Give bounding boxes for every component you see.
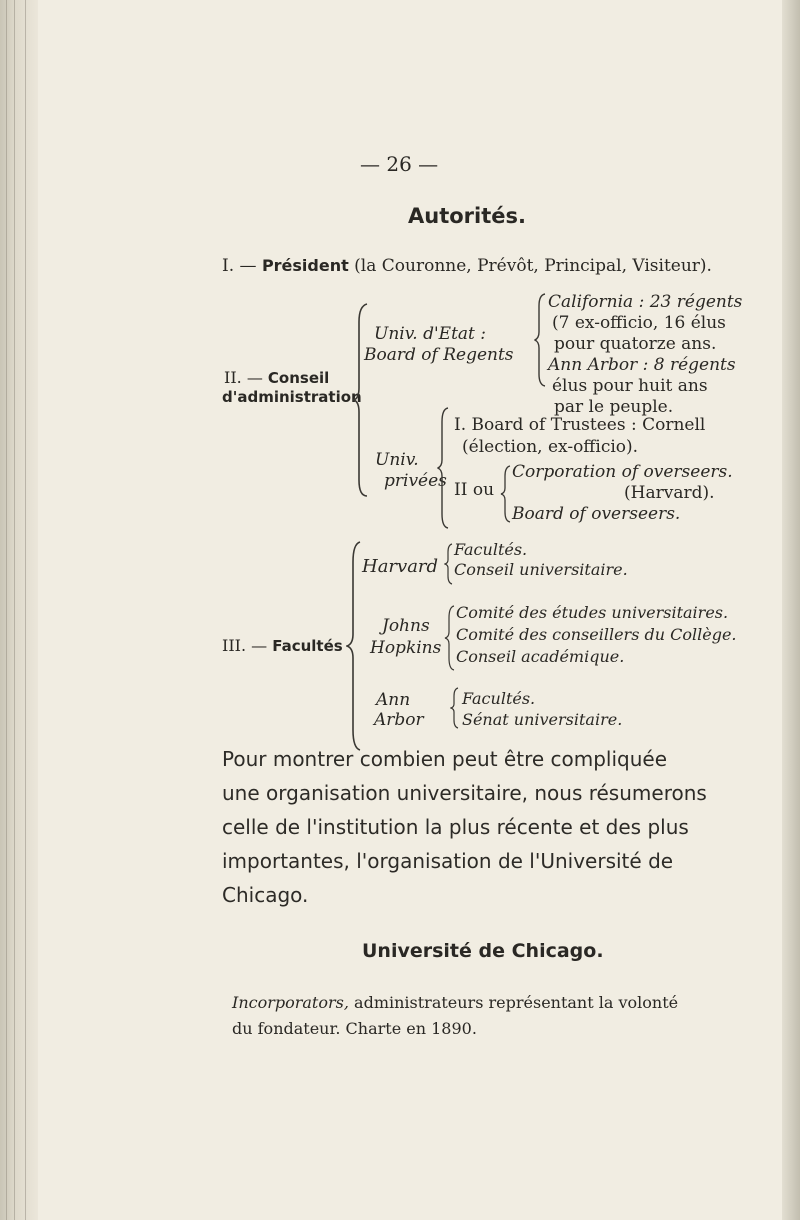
california-line3: pour quatorze ans.: [554, 334, 717, 354]
univ-privees-label-line1: Univ.: [375, 450, 419, 470]
overseers-brace: [500, 464, 512, 524]
page-number: — 26 —: [360, 152, 439, 176]
ann-arbor-item: Facultés.: [462, 689, 536, 708]
section-2-label-line2: d'administration: [222, 388, 362, 406]
paragraph-line: Chicago.: [222, 883, 309, 907]
ann-arbor-items: [462, 688, 622, 730]
section-2-brace: [353, 302, 371, 498]
scan-edge-line: [6, 0, 7, 1220]
trustees-line1: I. Board of Trustees : Cornell: [454, 415, 706, 435]
overseers-block: [512, 462, 733, 525]
section-1-numeral: I. —: [222, 256, 257, 276]
subheading: Université de Chicago.: [362, 940, 604, 962]
ann-arbor-item: Sénat universitaire.: [462, 710, 623, 729]
ann-arbor-name-line1: Ann: [376, 690, 411, 710]
overseers-line1: Corporation of overseers.: [512, 462, 733, 482]
johns-hopkins-brace: [444, 604, 456, 672]
section-1-line: [222, 256, 712, 276]
johns-hopkins-item: Comité des études universitaires.: [456, 603, 729, 622]
section-2-label-line1: Conseil: [267, 369, 330, 387]
note-line1-rest: administrateurs représentant la volonté: [354, 993, 679, 1012]
section-3-label-text: Facultés: [272, 637, 343, 655]
trustees-block: [454, 414, 705, 458]
trustees-line2: (élection, ex-officio).: [462, 437, 639, 457]
ann-arbor-regents-block: [548, 355, 736, 418]
harvard-items: [454, 540, 628, 580]
note-term: Incorporators,: [232, 993, 349, 1012]
california-block: [548, 292, 742, 355]
ann-arbor-regents-line1: Ann Arbor : 8 régents: [548, 355, 736, 375]
harvard-brace: [444, 542, 454, 586]
harvard-name: Harvard: [362, 556, 439, 577]
body-paragraph: [222, 742, 742, 912]
section-2-label: [224, 368, 329, 387]
option-2-prefix: II ou: [454, 480, 495, 500]
johns-hopkins-items: [456, 602, 737, 668]
overseers-line2: (Harvard).: [624, 483, 715, 503]
univ-privees-label-line2: privées: [384, 471, 447, 491]
etat-brace: [534, 292, 548, 388]
california-line1: California : 23 régents: [548, 292, 743, 312]
note-block: [232, 990, 678, 1042]
paragraph-line: Pour montrer combien peut être compliquée: [222, 747, 668, 771]
paragraph-line: une organisation universitaire, nous résumerons: [222, 781, 707, 805]
univ-etat-label-line2: Board of Regents: [364, 345, 514, 365]
scan-edge-line: [25, 0, 26, 1220]
note-line2: du fondateur. Charte en 1890.: [232, 1019, 477, 1038]
ann-arbor-name-line2: Arbor: [374, 710, 424, 730]
scan-edge-line: [14, 0, 15, 1220]
ann-arbor-brace: [450, 686, 460, 730]
ann-arbor-regents-line3: par le peuple.: [554, 397, 674, 417]
harvard-item: Facultés.: [454, 540, 528, 559]
section-1-label: Président: [261, 256, 349, 275]
johns-hopkins-item: Comité des conseillers du Collège.: [456, 625, 737, 644]
paragraph-line: importantes, l'organisation de l'Université de: [222, 849, 674, 873]
paragraph-line: celle de l'institution la plus récente et des plus: [222, 815, 689, 839]
section-1-text: (la Couronne, Prévôt, Principal, Visiteur).: [354, 256, 712, 276]
johns-hopkins-name-line2: Hopkins: [370, 638, 442, 658]
section-3-label: [222, 636, 343, 655]
johns-hopkins-item: Conseil académique.: [456, 647, 625, 666]
univ-etat-label-line1: Univ. d'Etat :: [374, 324, 487, 344]
privees-brace: [437, 406, 451, 530]
overseers-line3: Board of overseers.: [512, 504, 681, 524]
section-2-numeral: II. —: [224, 368, 263, 387]
page-heading: Autorités.: [408, 204, 526, 228]
harvard-item: Conseil universitaire.: [454, 560, 628, 579]
california-line2: (7 ex-officio, 16 élus: [552, 313, 726, 333]
ann-arbor-regents-line2: élus pour huit ans: [552, 376, 708, 396]
johns-hopkins-name-line1: Johns: [382, 616, 430, 636]
scan-right-edge: [782, 0, 800, 1220]
section-3-numeral: III. —: [222, 636, 268, 655]
